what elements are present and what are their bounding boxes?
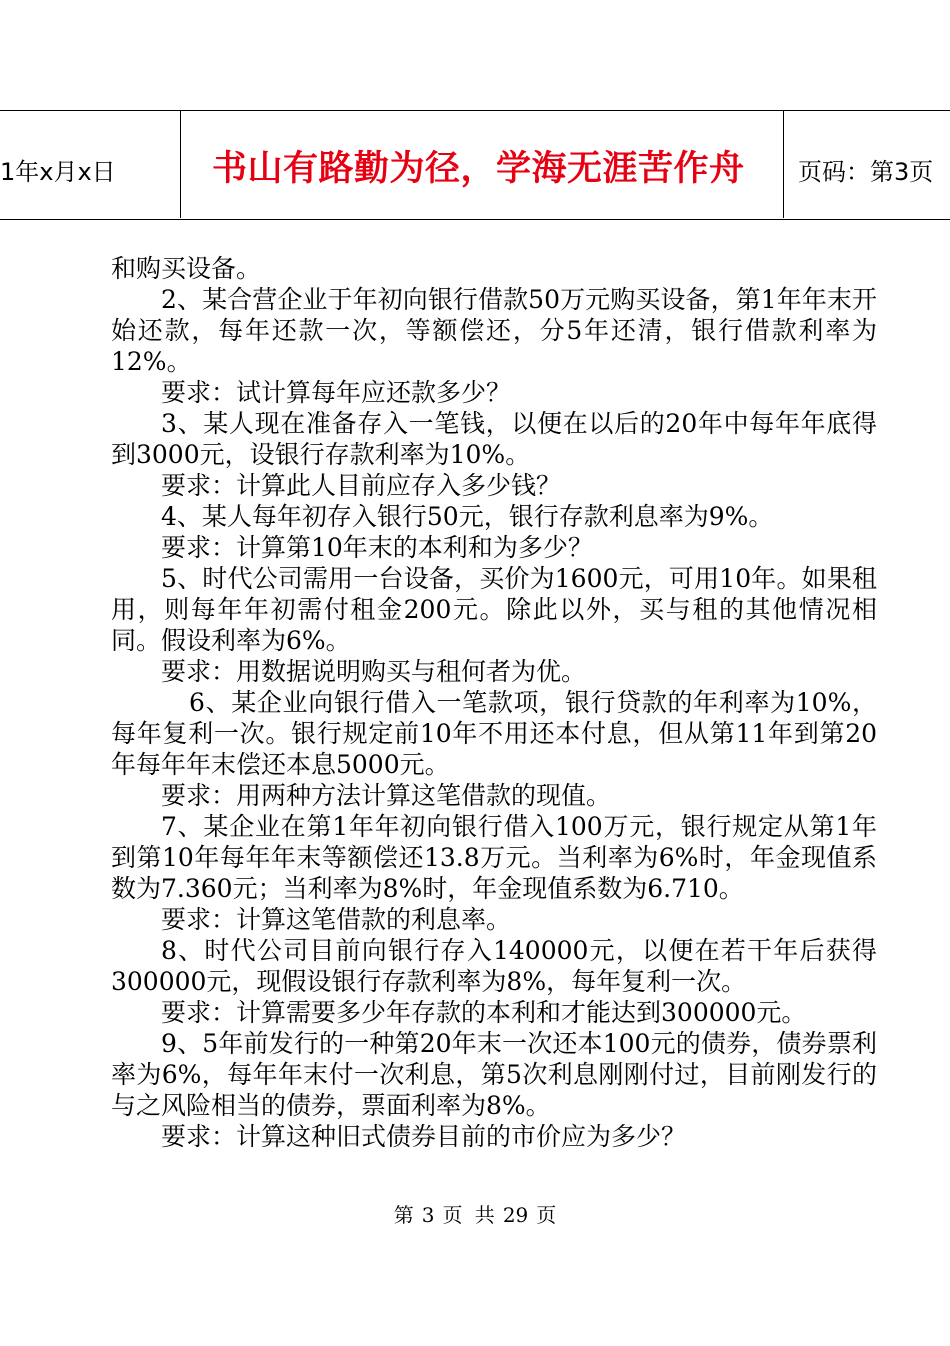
- problem-9: 9、5年前发行的一种第20年末一次还本100元的债券，债券票利率为6%，每年年末付一次利息，第5次利息刚刚付过，目前刚发行的与之风险相当的债券，票面利率为8%。: [111, 1029, 877, 1120]
- page-footer: [0, 1203, 950, 1227]
- requirement-8: 要求：计算需要多少年存款的本利和才能达到300000元。: [161, 998, 807, 1027]
- requirement-4: 要求：计算第10年末的本利和为多少？: [161, 533, 593, 562]
- requirement-5: 要求：用数据说明购买与租何者为优。: [161, 657, 587, 686]
- header-date-cell: [0, 111, 181, 218]
- problem-2: 2、某合营企业于年初向银行借款50万元购买设备，第1年年末开始还款，每年还款一次，等额偿还，分5年还清，银行借款利率为12%。: [111, 285, 877, 376]
- header-page-cell: [784, 111, 950, 218]
- footer-suffix: 页: [536, 1203, 557, 1227]
- requirement-9: 要求：计算这种旧式债券目前的市价应为多少？: [161, 1122, 687, 1151]
- footer-prefix: 第: [393, 1203, 414, 1227]
- problem-4: 4、某人每年初存入银行50元，银行存款利息率为9%。: [161, 502, 774, 531]
- problem-3: 3、某人现在准备存入一笔钱，以便在以后的20年中每年年底得到3000元，设银行存款利率为10%。: [111, 409, 877, 469]
- paragraph: 和购买设备。: [111, 254, 262, 283]
- header-page-label: 页码：第3页: [798, 158, 934, 186]
- requirement-6: 要求：用两种方法计算这笔借款的现值。: [161, 781, 612, 810]
- requirement-3: 要求：计算此人目前应存入多少钱？: [161, 471, 562, 500]
- problem-7: 7、某企业在第1年年初向银行借入100万元，银行规定从第1年到第10年每年年末等额偿还13.8万元。当利率为6%时，年金现值系数为7.360元；当利率为8%时，年金现值系数为6.710。: [111, 812, 877, 903]
- footer-mid: 页 共: [442, 1203, 495, 1227]
- problem-8: 8、时代公司目前向银行存入140000元，以便在若干年后获得300000元，现假设银行存款利率为8%，每年复利一次。: [111, 936, 877, 996]
- header-motto: 书山有路勤为径，学海无涯苦作舟: [212, 149, 745, 189]
- header-date: 1年x月x日: [0, 158, 116, 186]
- document-body: [111, 253, 877, 1152]
- header-motto-cell: [181, 111, 784, 218]
- problem-5: 5、时代公司需用一台设备，买价为1600元，可用10年。如果租用，则每年年初需付租金200元。除此以外，买与租的其他情况相同。假设利率为6%。: [111, 564, 877, 655]
- requirement-7: 要求：计算这笔借款的利息率。: [161, 905, 512, 934]
- requirement-2: 要求：试计算每年应还款多少？: [161, 378, 512, 407]
- footer-page-number: 3: [421, 1203, 435, 1227]
- footer-total-pages: 29: [502, 1203, 529, 1227]
- problem-6: 6、某企业向银行借入一笔款项，银行贷款的年利率为10%，每年复利一次。银行规定前10年不用还本付息，但从第11年到第20年每年年末偿还本息5000元。: [111, 688, 877, 779]
- page-header: [0, 110, 950, 220]
